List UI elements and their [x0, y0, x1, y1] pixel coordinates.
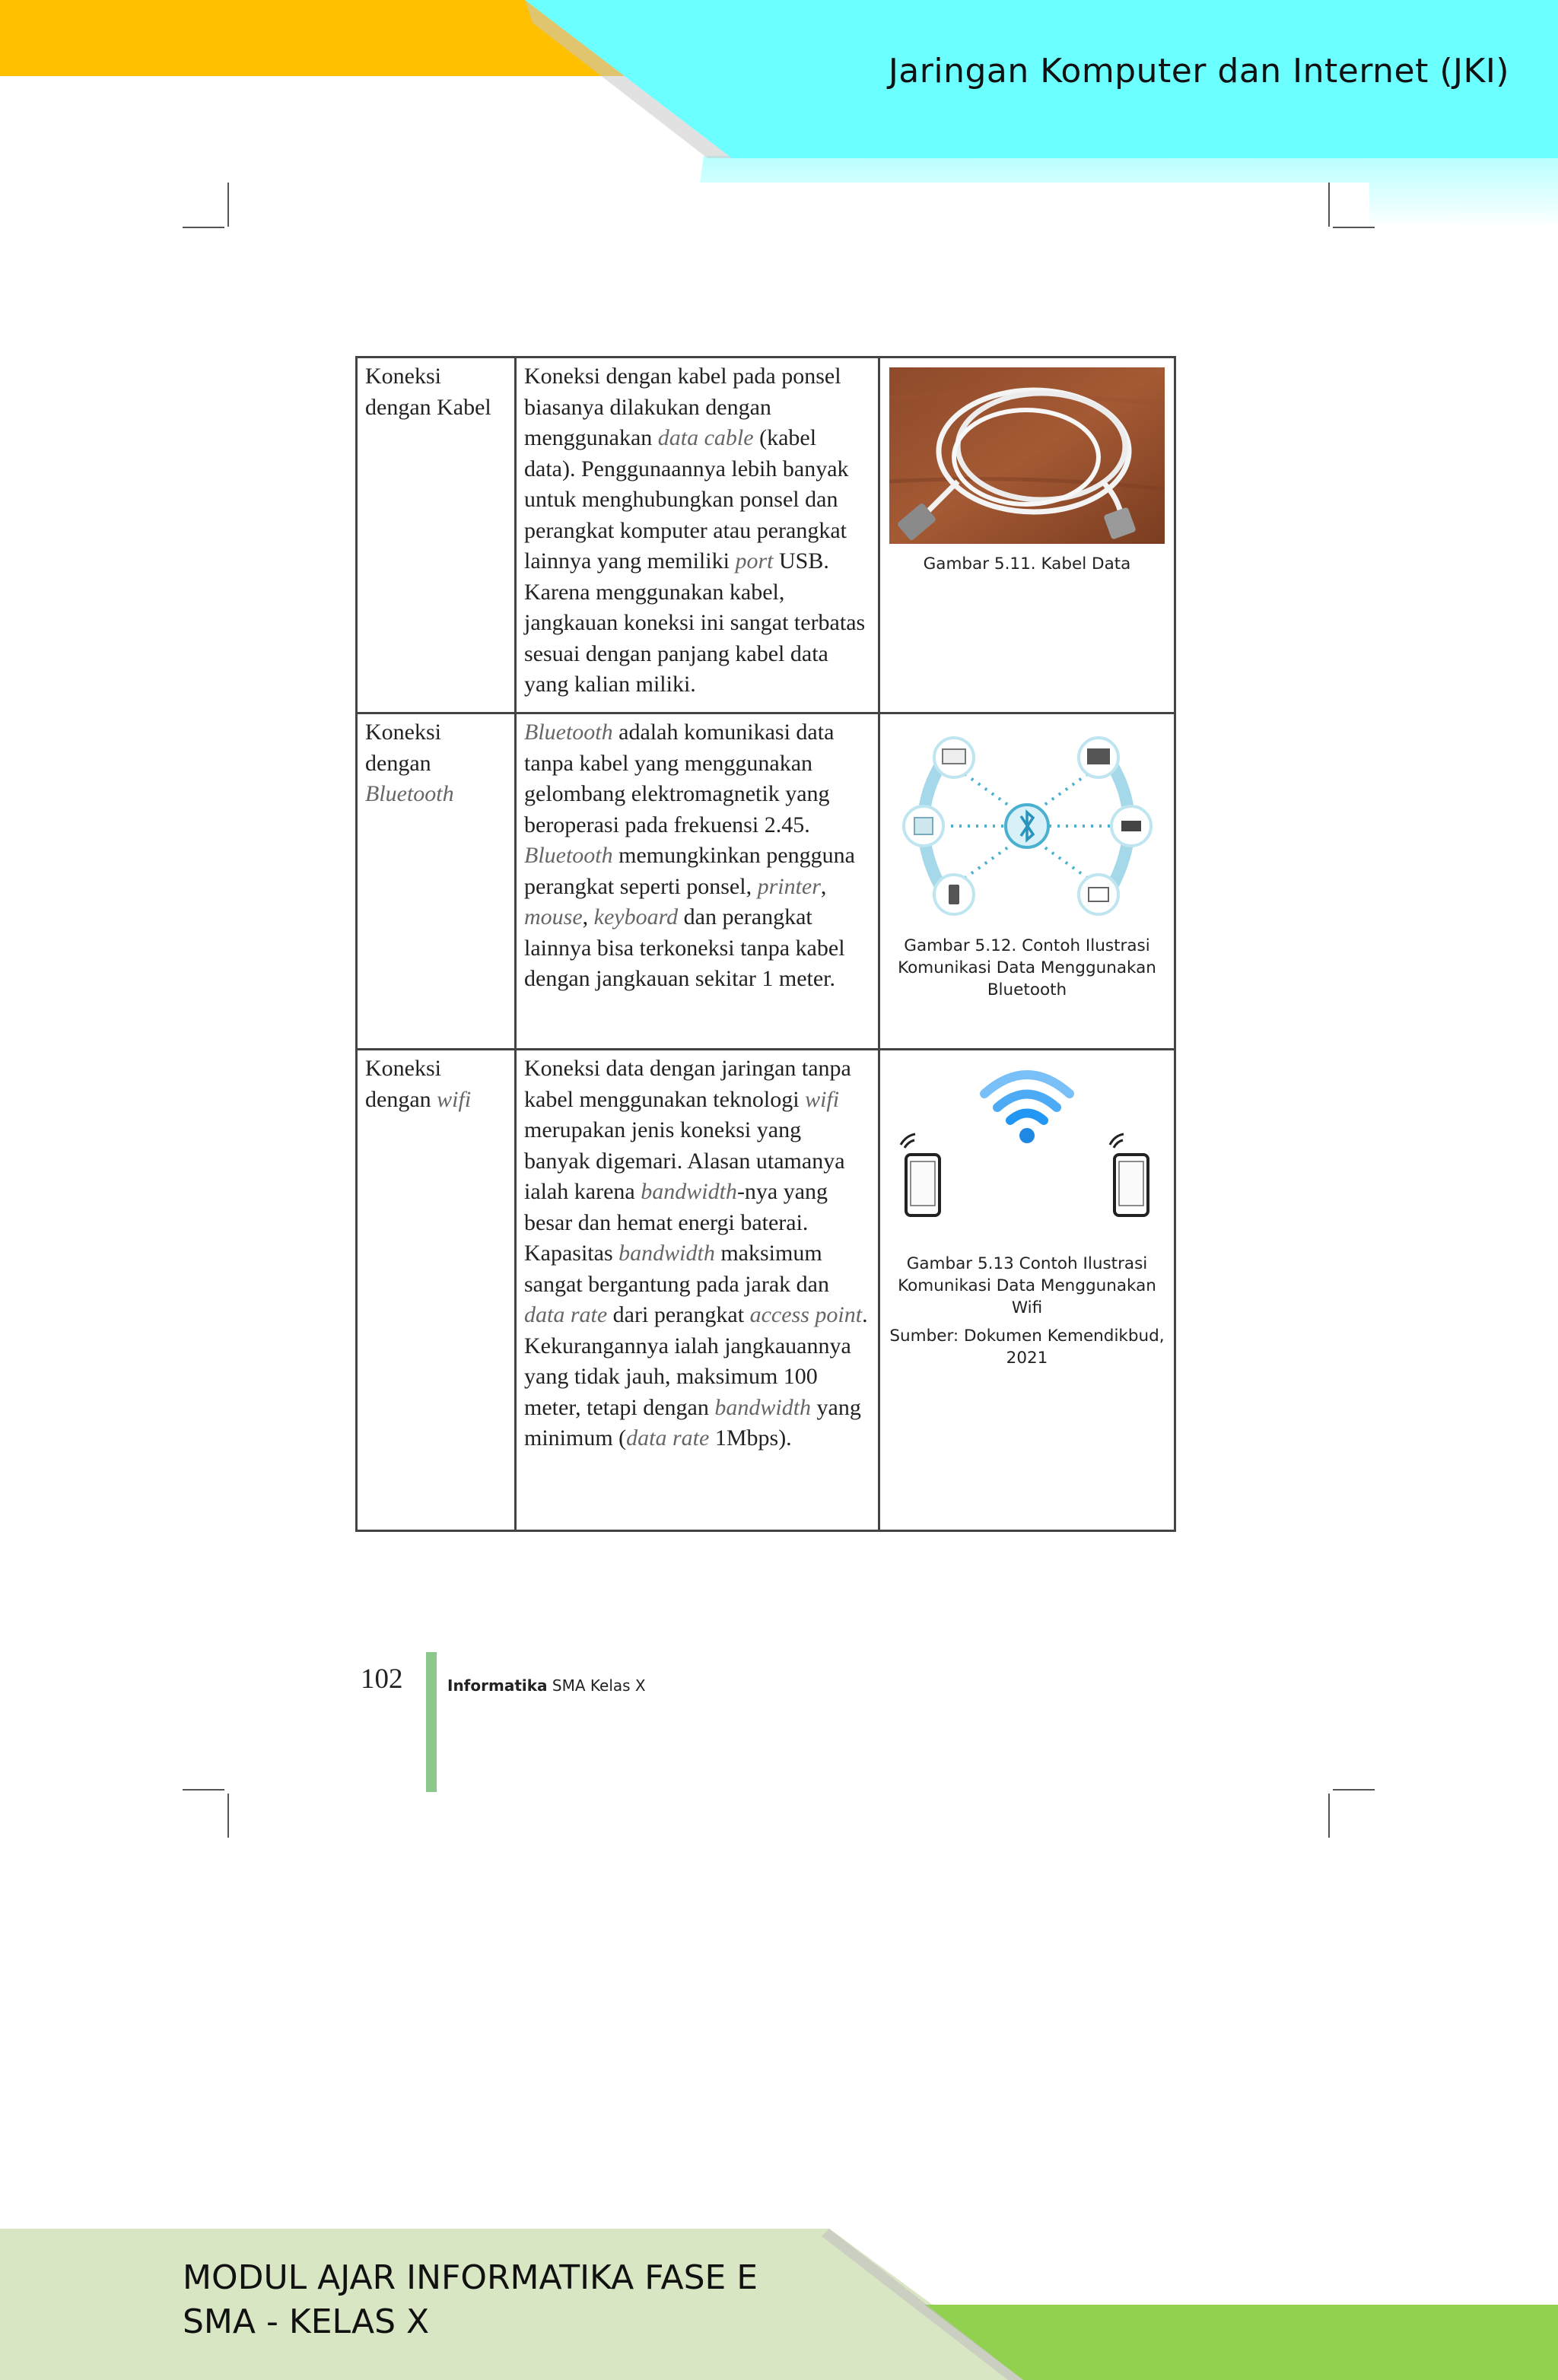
row-label-text: Koneksi dengan [365, 1056, 441, 1112]
description-text: , [820, 873, 827, 899]
italic-term: port [735, 548, 774, 574]
crop-mark [183, 227, 224, 228]
italic-term: mouse [524, 904, 583, 929]
row-label [357, 713, 516, 1050]
row-label-italic: Bluetooth [365, 781, 454, 806]
figure-source: Sumber: Dokumen Kemendikbud, 2021 [889, 1327, 1165, 1368]
table-row [357, 713, 1175, 1050]
description-text: maksimum sangat bergantung pada jarak dan [524, 1241, 829, 1297]
crop-mark [1333, 1789, 1375, 1791]
crop-mark [183, 1789, 224, 1791]
italic-term: bandwidth [641, 1179, 737, 1204]
description-text: Koneksi data dengan jaringan tanpa kabel menggunakan teknologi [524, 1056, 851, 1112]
crop-mark [227, 1794, 229, 1838]
row-figure [879, 713, 1175, 1050]
italic-term: bandwidth [618, 1241, 715, 1266]
crop-mark [227, 183, 229, 227]
row-description [516, 1050, 879, 1531]
description-text: adalah komunikasi data tanpa kabel yang menggunakan gelombang elektromagnetik yang beroperasi pada frekuensi 2.45. [524, 720, 835, 837]
crop-mark [1328, 1794, 1330, 1838]
figure-caption: Gambar 5.13 Contoh Ilustrasi Komunikasi Data Menggunakan Wifi [898, 1254, 1156, 1317]
description-text: USB. Karena menggunakan kabel, jangkauan koneksi ini sangat terbatas sesuai dengan panjang kabel data yang kalian miliki. [524, 548, 866, 697]
italic-term: Bluetooth [524, 843, 613, 868]
italic-term: keyboard [593, 904, 679, 929]
italic-term: bandwidth [714, 1394, 812, 1420]
row-label-italic: wifi [437, 1086, 472, 1112]
row-label [357, 357, 516, 713]
italic-term: access point [749, 1302, 863, 1327]
footer-line-1: MODUL AJAR INFORMATIKA FASE E [183, 2258, 758, 2297]
header-title: Jaringan Komputer dan Internet (JKI) [888, 52, 1509, 91]
description-text: dari perangkat [607, 1302, 750, 1327]
italic-term: data cable [657, 425, 754, 450]
italic-term: Bluetooth [524, 720, 613, 745]
header-banner [0, 0, 1558, 228]
italic-term: data rate [626, 1425, 710, 1451]
figure-caption: Gambar 5.12. Contoh Ilustrasi Komunikasi Data Menggunakan Bluetooth [898, 936, 1156, 999]
page-number: 102 [361, 1663, 403, 1695]
book-title-bold: Informatika [447, 1676, 548, 1695]
figure-caption: Gambar 5.11. Kabel Data [923, 554, 1131, 574]
data-cable-photo [889, 367, 1165, 544]
row-figure [879, 357, 1175, 713]
crop-mark [1333, 227, 1375, 228]
page-number-bar [426, 1652, 437, 1792]
description-text: -nya yang besar dan hemat energi baterai. Kapasitas [524, 1179, 828, 1266]
connection-table [355, 356, 1176, 1532]
row-label-text: Koneksi dengan [365, 720, 441, 776]
row-figure [879, 1050, 1175, 1531]
description-text: (kabel data). Penggunaannya lebih banyak untuk menghubungkan ponsel dan perangkat komputer atau perangkat lainnya yang memiliki [524, 425, 849, 574]
row-label-text: Koneksi dengan Kabel [365, 364, 491, 420]
book-label [447, 1676, 646, 1695]
description-text: 1Mbps). [709, 1425, 792, 1451]
description-text: merupakan jenis koneksi yang banyak digemari. Alasan utamanya ialah karena [524, 1117, 845, 1204]
row-description [516, 357, 879, 713]
description-text: . Kekurangannya ialah jangkauannya yang tidak jauh, maksimum 100 meter, tetapi dengan [524, 1302, 868, 1420]
footer-line-2: SMA - KELAS X [183, 2302, 430, 2341]
description-text: , [582, 904, 594, 929]
row-description [516, 713, 879, 1050]
book-title-rest: SMA Kelas X [547, 1676, 646, 1695]
table-row [357, 357, 1175, 713]
row-label [357, 1050, 516, 1531]
table-row [357, 1050, 1175, 1531]
italic-term: wifi [805, 1086, 840, 1112]
description-text: memungkinkan pengguna perangkat seperti ponsel, [524, 843, 855, 899]
italic-term: data rate [524, 1302, 608, 1327]
crop-mark [1328, 183, 1330, 227]
description-text: Koneksi dengan kabel pada ponsel biasanya dilakukan dengan menggunakan [524, 364, 841, 450]
footer-title [183, 2256, 758, 2344]
description-text: dan perangkat lainnya bisa terkoneksi tanpa kabel dengan jangkauan sekitar 1 meter. [524, 904, 845, 991]
italic-term: printer [757, 873, 821, 899]
bluetooth-network-illustration [889, 723, 1165, 927]
description-text: yang minimum ( [524, 1394, 861, 1451]
wifi-phones-illustration [889, 1060, 1165, 1242]
